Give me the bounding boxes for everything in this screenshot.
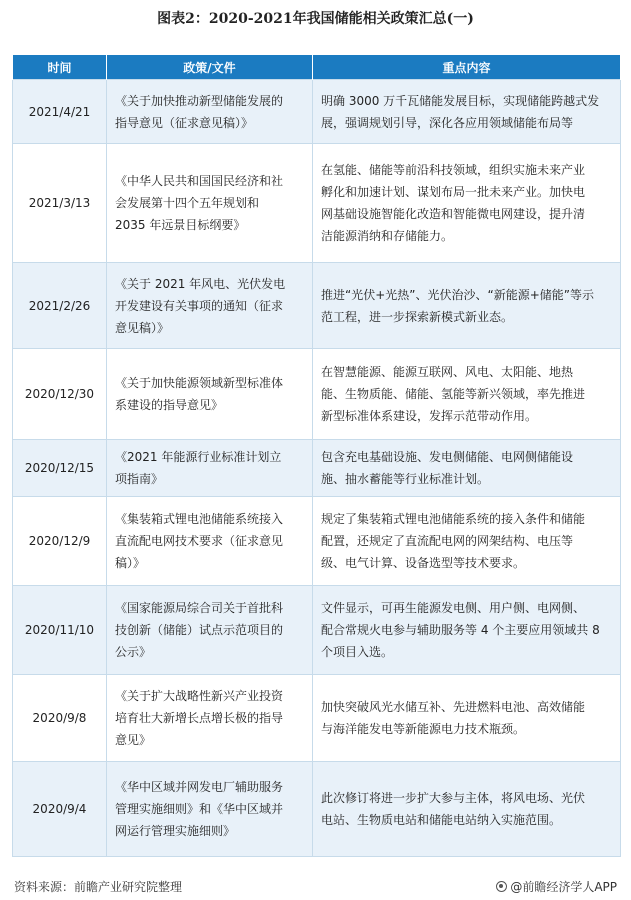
cell-time: 2020/9/4 <box>13 762 107 857</box>
cell-content <box>313 762 621 857</box>
policy-line: 《关于加快能源领域新型标准体 <box>115 376 284 390</box>
content-line: 范工程，进一步探索新模式新业态。 <box>321 309 514 324</box>
policy-line: 培育壮大新增长点增长极的指导 <box>115 711 284 725</box>
policy-line: 项指南》 <box>115 472 164 486</box>
content-line: 在氢能、储能等前沿科技领域，组织实施未来产业 <box>321 163 586 177</box>
table-body <box>13 80 621 857</box>
cell-policy <box>107 497 313 586</box>
policy-line: 直流配电网技术要求（征求意见 <box>115 534 284 548</box>
policy-line: 技创新（储能）试点示范项目的 <box>115 623 284 637</box>
cell-content <box>313 675 621 762</box>
policy-line: 《关于扩大战略性新兴产业投资 <box>115 689 284 703</box>
content-line: 网基础设施智能化改造和智能微电网建设，提升清 <box>321 207 586 221</box>
policy-table <box>12 55 621 857</box>
cell-policy <box>107 675 313 762</box>
policy-line: 《华中区域并网发电厂辅助服务 <box>115 780 284 794</box>
cell-time: 2021/2/26 <box>13 263 107 349</box>
table-row <box>13 80 621 144</box>
page-title: 图表2：2020-2021年我国储能相关政策汇总(一) <box>157 11 474 27</box>
content-line: 明确 3000 万千瓦储能发展目标，实现储能跨越式发 <box>321 93 600 108</box>
policy-line: 稿）》 <box>115 556 146 570</box>
cell-time: 2020/9/8 <box>13 675 107 762</box>
policy-line: 管理实施细则》和《华中区域并 <box>115 802 284 816</box>
policy-line: 《国家能源局综合司关于首批科 <box>115 601 284 615</box>
content-line: 与海洋能发电等新能源电力技术瓶颈。 <box>321 722 526 736</box>
table-row <box>13 263 621 349</box>
cell-content <box>313 263 621 349</box>
content-line: 包含充电基础设施、发电侧储能、电网侧储能设 <box>321 450 574 464</box>
cell-time: 2020/12/30 <box>13 349 107 440</box>
content-line: 新型标准体系建设，发挥示范带动作用。 <box>321 409 538 423</box>
policy-line: 《集装箱式锂电池储能系统接入 <box>115 512 284 526</box>
table-row <box>13 586 621 675</box>
content-line: 电站、生物质电站和储能电站纳入实施范围。 <box>321 813 562 827</box>
cell-content <box>313 497 621 586</box>
policy-line: 公示》 <box>115 645 152 659</box>
cell-content <box>313 440 621 497</box>
policy-line: 2035 年远景目标纲要》 <box>115 218 246 232</box>
policy-line: 网运行管理实施细则》 <box>115 824 236 838</box>
source-note: 资料来源：前瞻产业研究院整理 <box>14 880 183 894</box>
policy-line: 《关于加快推动新型储能发展的 <box>115 93 284 108</box>
cell-time: 2021/3/13 <box>13 144 107 263</box>
cell-content <box>313 144 621 263</box>
policy-line: 意见》 <box>115 733 152 747</box>
header-content: 重点内容 <box>313 55 621 80</box>
cell-policy <box>107 762 313 857</box>
content-line: 文件显示，可再生能源发电侧、用户侧、电网侧、 <box>321 601 586 615</box>
policy-line: 开发建设有关事项的通知（征求 <box>115 298 284 313</box>
content-line: 规定了集装箱式锂电池储能系统的接入条件和储能 <box>321 512 586 526</box>
content-line: 配合常规火电参与辅助服务等 4 个主要应用领域共 8 <box>321 623 600 637</box>
policy-line: 意见稿）》 <box>115 320 170 335</box>
cell-policy <box>107 440 313 497</box>
brand-text: @前瞻经济学人APP <box>510 880 617 894</box>
content-line: 此次修订将进一步扩大参与主体，将风电场、光伏 <box>321 791 586 805</box>
cell-time: 2020/11/10 <box>13 586 107 675</box>
content-line: 洁能源消纳和存储能力。 <box>321 229 454 243</box>
content-line: 施、抽水蓄能等行业标准计划。 <box>321 472 490 486</box>
content-line: 在智慧能源、能源互联网、风电、太阳能、地热 <box>321 365 574 379</box>
policy-line: 《中华人民共和国国民经济和社 <box>115 174 284 188</box>
header-policy: 政策/文件 <box>107 55 313 80</box>
content-line: 配置，还规定了直流配电网的网架结构、电压等 <box>321 534 574 548</box>
table-row <box>13 349 621 440</box>
content-line: 级、电气计算、设备选型等技术要求。 <box>321 556 526 570</box>
policy-line: 指导意见（征求意见稿）》 <box>115 115 254 130</box>
footer <box>0 878 631 896</box>
table-row <box>13 762 621 857</box>
cell-policy <box>107 586 313 675</box>
content-line: 个项目入选。 <box>321 645 394 659</box>
cell-content <box>313 80 621 144</box>
qianzhan-logo-icon <box>496 881 507 892</box>
policy-line: 《2021 年能源行业标准计划立 <box>115 450 282 464</box>
content-line: 加快突破风光水储互补、先进燃料电池、高效储能 <box>321 700 586 714</box>
table-row <box>13 440 621 497</box>
content-line: 展，强调规划引导，深化各应用领域储能布局等 <box>321 115 574 130</box>
header-time: 时间 <box>13 55 107 80</box>
content-line: 推进“光伏+光热”、光伏治沙、“新能源+储能”等示 <box>321 287 594 302</box>
content-line: 孵化和加速计划、谋划布局一批未来产业。加快电 <box>321 185 586 199</box>
table-row <box>13 144 621 263</box>
cell-time: 2020/12/9 <box>13 497 107 586</box>
policy-line: 《关于 2021 年风电、光伏发电 <box>115 276 286 291</box>
cell-policy <box>107 80 313 144</box>
brand-credit <box>496 878 617 895</box>
table-row <box>13 497 621 586</box>
cell-content <box>313 586 621 675</box>
content-line: 能、生物质能、储能、氢能等新兴领域，率先推进 <box>321 387 586 401</box>
cell-policy <box>107 144 313 263</box>
table-header-row <box>13 55 621 80</box>
policy-line: 系建设的指导意见》 <box>115 398 224 412</box>
cell-policy <box>107 349 313 440</box>
table-row <box>13 675 621 762</box>
cell-time: 2021/4/21 <box>13 80 107 144</box>
policy-line: 会发展第十四个五年规划和 <box>115 196 260 210</box>
cell-policy <box>107 263 313 349</box>
cell-content <box>313 349 621 440</box>
cell-time: 2020/12/15 <box>13 440 107 497</box>
